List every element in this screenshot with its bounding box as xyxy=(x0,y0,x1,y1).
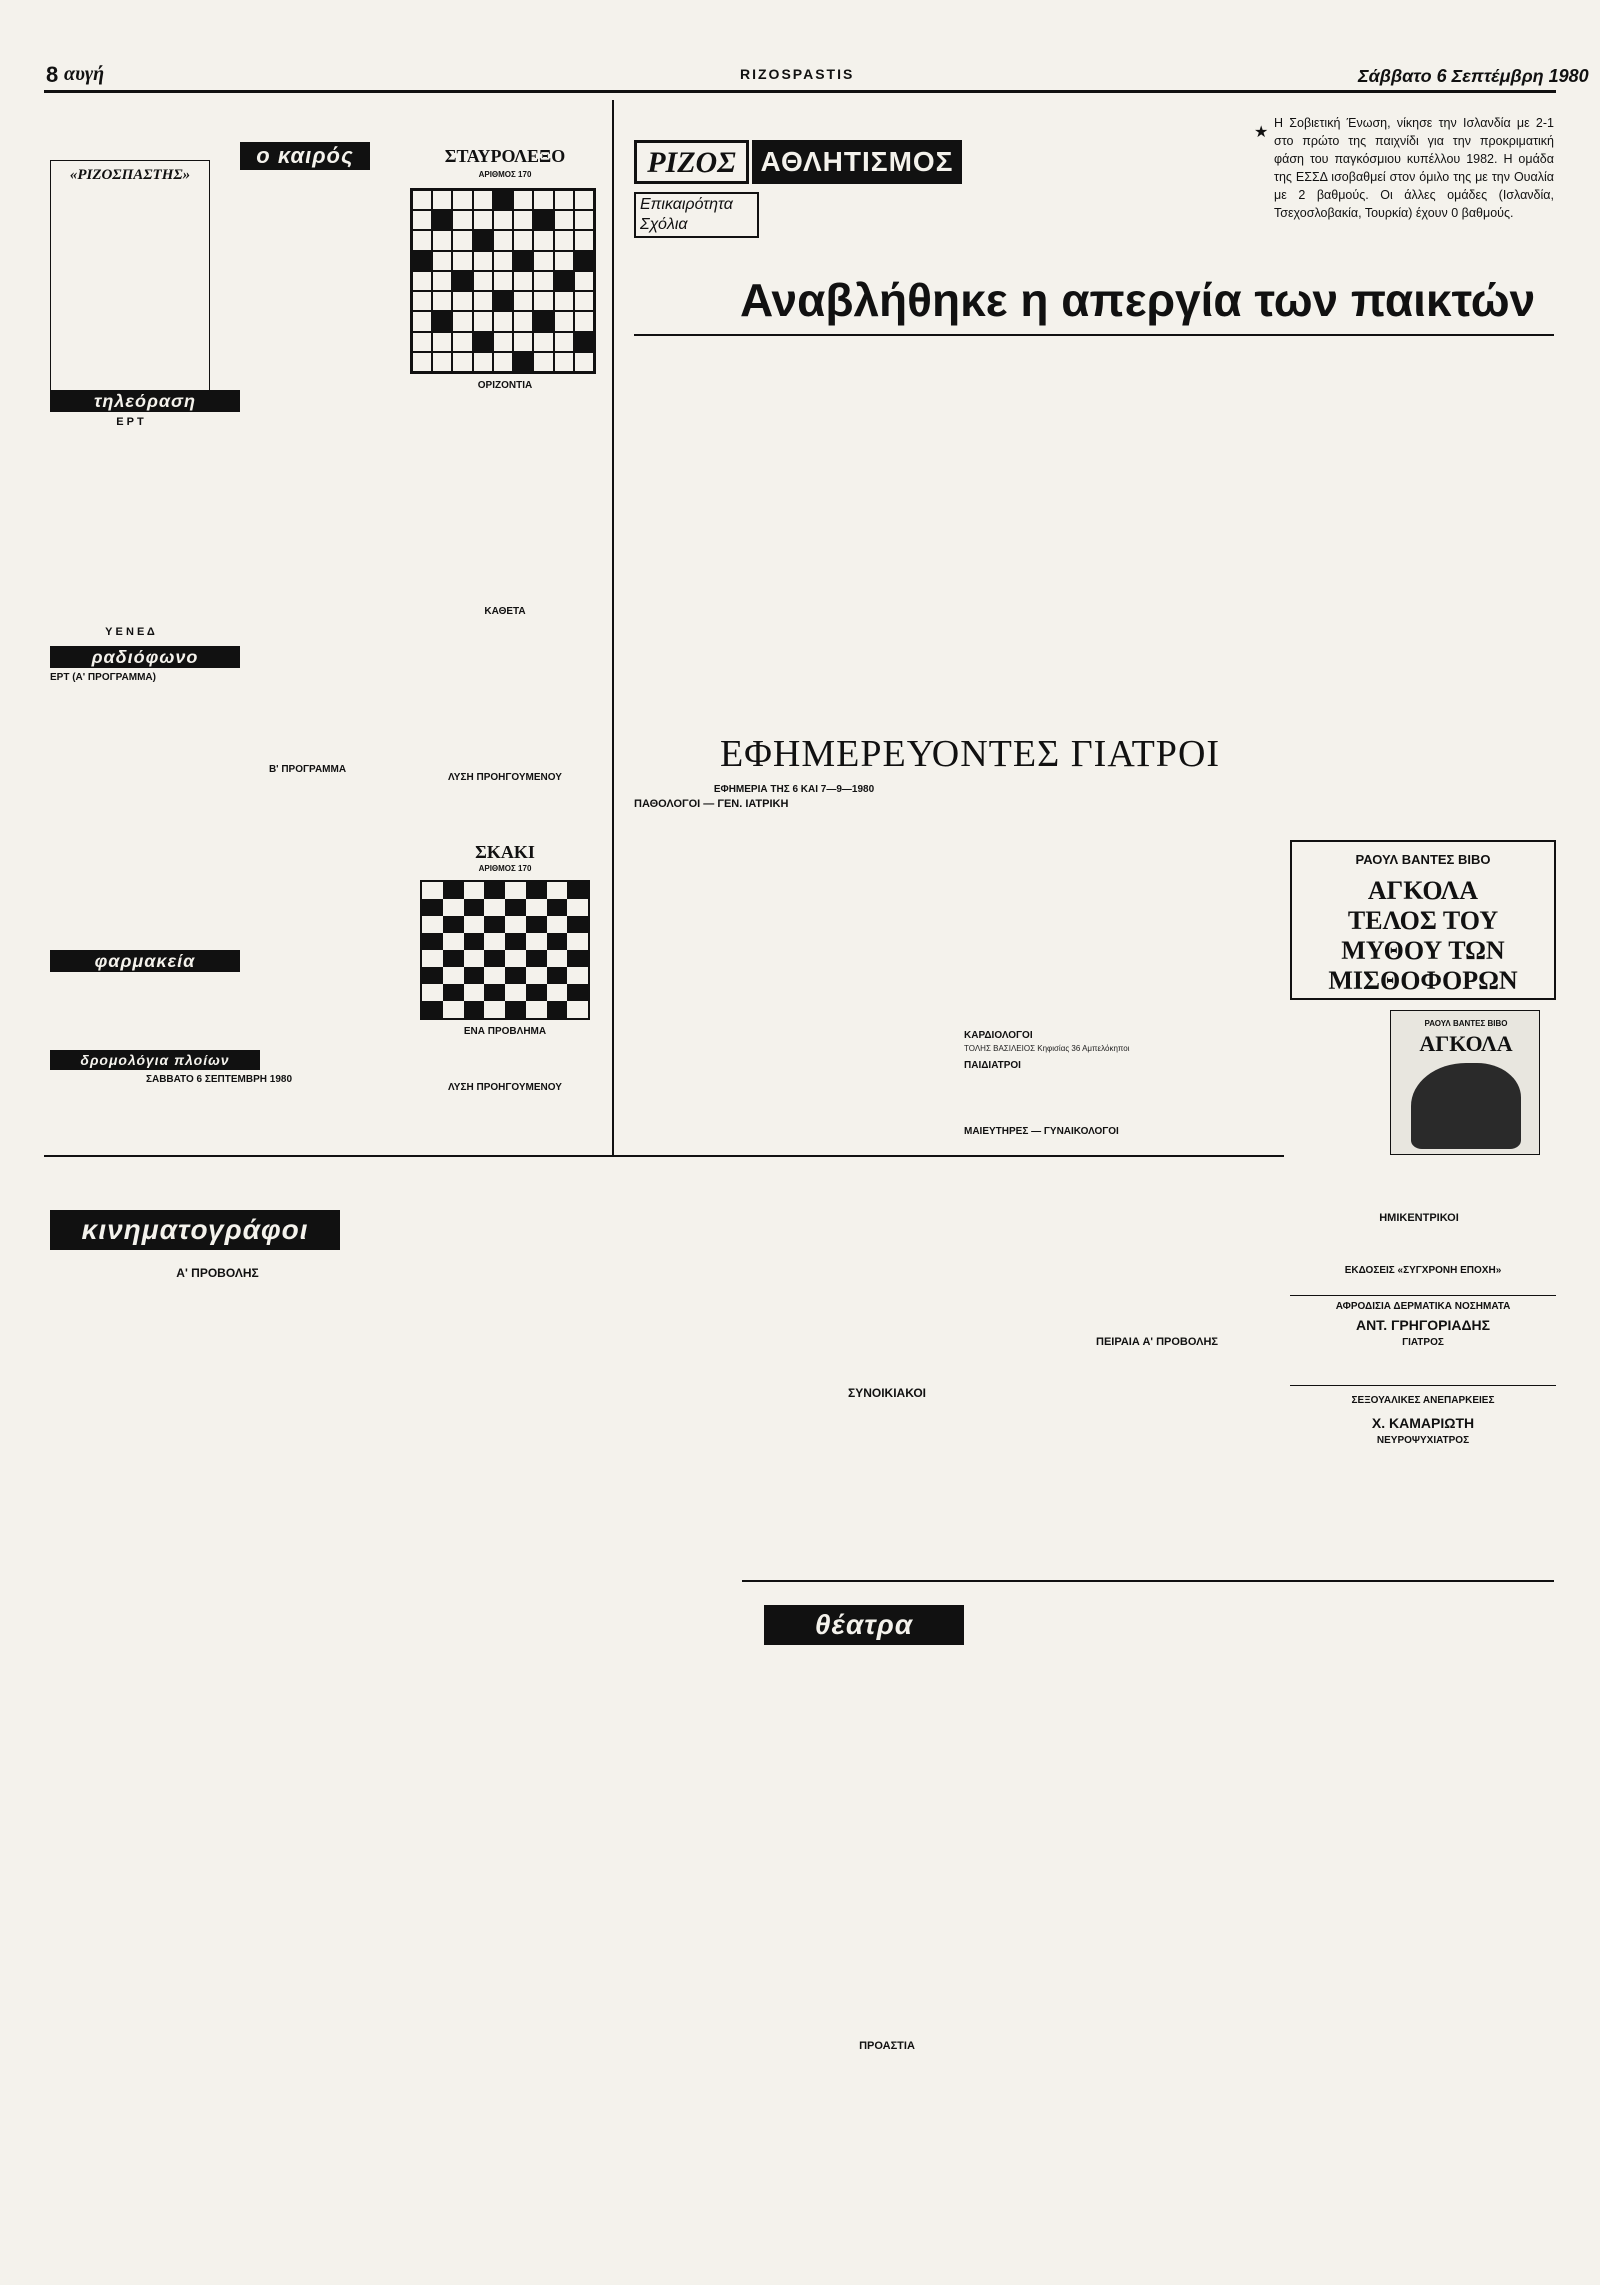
theatre-banner: θέατρα xyxy=(764,1605,964,1645)
pharmacy-text xyxy=(50,976,385,1052)
crossword-cell xyxy=(493,311,513,331)
doctors-section xyxy=(620,730,1280,1155)
book-ad-author: ΡΑΟΥΛ ΒΑΝΤΕΣ ΒΙΒΟ xyxy=(1355,852,1491,867)
crossword-cell xyxy=(554,352,574,372)
crossword-cell xyxy=(554,271,574,291)
chess-square xyxy=(567,1001,588,1018)
chess-square xyxy=(484,882,505,899)
sports-article-col-4 xyxy=(1312,342,1554,697)
puzzle-column xyxy=(400,100,610,1150)
weather-text xyxy=(230,176,385,401)
crossword-cell xyxy=(432,352,452,372)
crossword-cell xyxy=(513,352,533,372)
chess-square xyxy=(505,882,526,899)
crossword-cell xyxy=(574,271,594,291)
crossword-cell xyxy=(493,332,513,352)
crossword-cell xyxy=(513,311,533,331)
derm-heading: ΑΦΡΟΔΙΣΙΑ ΔΕΡΜΑΤΙΚΑ ΝΟΣΗΜΑΤΑ xyxy=(1335,1301,1511,1312)
crossword-cell xyxy=(554,311,574,331)
chess-square xyxy=(422,899,443,916)
radio-program-b: Β' ΠΡΟΓΡΑΜΜΑ xyxy=(268,764,347,775)
chess-square xyxy=(484,1001,505,1018)
crossword-solution: ΛΥΣΗ ΠΡΟΗΓΟΥΜΕΝΟΥ xyxy=(448,772,562,783)
chess-square xyxy=(464,899,485,916)
crossword-cell xyxy=(493,190,513,210)
rizospastis-logo-box xyxy=(50,160,210,400)
crossword-cell xyxy=(493,271,513,291)
crossword-cell xyxy=(533,291,553,311)
sports-tag xyxy=(634,192,759,238)
chess-square xyxy=(484,899,505,916)
crossword-cell xyxy=(574,230,594,250)
chess-square xyxy=(484,933,505,950)
right-ads xyxy=(1290,840,1560,1155)
crossword-cell xyxy=(574,251,594,271)
crossword-cell xyxy=(574,291,594,311)
crossword-cell xyxy=(432,311,452,331)
chess-square xyxy=(505,899,526,916)
chess-square xyxy=(526,916,547,933)
crossword-cell xyxy=(412,251,432,271)
crossword-cell xyxy=(513,271,533,291)
chess-square xyxy=(526,933,547,950)
radio-listing-right-a xyxy=(230,672,385,762)
derm-name: ΑΝΤ. ΓΡΗΓΟΡΙΑΔΗΣ xyxy=(1355,1317,1491,1333)
book-ad-box xyxy=(1290,840,1556,1000)
crossword-cell xyxy=(452,352,472,372)
chess-board xyxy=(420,880,590,1020)
crossword-cell xyxy=(554,332,574,352)
derm-title: ΓΙΑΤΡΟΣ xyxy=(1402,1337,1444,1348)
crossword-cell xyxy=(533,230,553,250)
sports-section-title: ΑΘΛΗΤΙΣΜΟΣ xyxy=(752,140,962,184)
crossword-cell xyxy=(452,271,472,291)
crossword-down-clues xyxy=(400,620,610,770)
cinema-col-3-a xyxy=(742,1210,1032,1380)
tv-channel: Ε Ρ Τ xyxy=(116,416,144,428)
crossword-cell xyxy=(513,210,533,230)
chess-square xyxy=(422,916,443,933)
sports-header xyxy=(634,140,954,190)
doctors-date-line: ΕΦΗΜΕΡΙΑ ΤΗΣ 6 ΚΑΙ 7—9—1980 xyxy=(713,784,875,795)
tv-listing-left xyxy=(50,430,210,625)
headline-rule xyxy=(634,334,1554,336)
book-cover-illustration xyxy=(1411,1063,1521,1149)
crossword-cell xyxy=(574,190,594,210)
neuro-title: ΝΕΥΡΟΨΥΧΙΑΤΡΟΣ xyxy=(1376,1435,1470,1446)
rizospastis-logo: «ΡΙΖΟΣΠΑΣΤΗΣ» xyxy=(69,167,191,183)
sports-headline: Αναβλήθηκε η απεργία των παικτών xyxy=(740,274,1536,326)
crossword-cell xyxy=(432,190,452,210)
sports-brand: ΡΙΖΟΣ xyxy=(634,140,749,184)
doctors-cardiology-name: ΤΟΛΗΣ ΒΑΣΙΛΕΙΟΣ Κηφισίας 36 Αμπελόκηποι xyxy=(964,1044,1130,1053)
crossword-cell xyxy=(473,311,493,331)
tv-listing-right xyxy=(230,416,385,626)
chess-square xyxy=(422,984,443,1001)
book-cover xyxy=(1390,1010,1540,1155)
crossword-cell xyxy=(432,210,452,230)
book-cover-title: ΑΓΚΟΛΑ xyxy=(1419,1031,1513,1056)
pharmacy-banner: φαρμακεία xyxy=(50,950,240,972)
cinema-col-3-b xyxy=(742,1404,1032,1579)
chess-square xyxy=(443,984,464,1001)
chess-square xyxy=(505,950,526,967)
crossword-cell xyxy=(432,271,452,291)
chess-square xyxy=(422,950,443,967)
chess-square xyxy=(464,967,485,984)
imprint-text xyxy=(57,191,203,391)
crossword-cell xyxy=(452,190,472,210)
crossword-cell xyxy=(533,352,553,372)
sports-tag-line1: Επικαιρότητα xyxy=(640,196,733,213)
chess-square xyxy=(443,916,464,933)
book-ad-title-1: ΑΓΚΟΛΑ xyxy=(1367,876,1479,905)
crossword-cell xyxy=(493,352,513,372)
theatre-rule xyxy=(742,1580,1554,1582)
book-ad-title-3: ΜΥΘΟΥ ΤΩΝ xyxy=(1341,936,1505,965)
masthead-rule xyxy=(44,90,1556,93)
crossword-cell xyxy=(412,210,432,230)
chess-square xyxy=(505,916,526,933)
cinema-col-2 xyxy=(396,1210,731,2274)
chess-square xyxy=(464,933,485,950)
book-ad-title-4: ΜΙΣΘΟΦΟΡΩΝ xyxy=(1328,966,1518,995)
cinema-col-3-c xyxy=(742,1654,1032,2274)
sports-brief-text: Η Σοβιετική Ένωση, νίκησε την Ισλανδία με 2-1 στο πρώτο της παιχνίδι για την προκριματική φάση του παγκόσμιου κυπέλλου 1982. Η ομάδα της ΕΣΣΔ ισοβαθμεί στον όμιλο της με την Ουαλία με 2 βαθμούς. Οι άλλες ομάδες (Ισλανδία, Τσεχοσλοβακία, Τουρκία) έχουν 0 βαθμούς. xyxy=(1274,116,1554,220)
crossword-cell xyxy=(473,251,493,271)
chess-square xyxy=(505,967,526,984)
chess-square xyxy=(547,984,568,1001)
chess-square xyxy=(547,882,568,899)
book-ad-title-2: ΤΕΛΟΣ ΤΟΥ xyxy=(1347,906,1499,935)
chess-square xyxy=(547,916,568,933)
chess-square xyxy=(464,1001,485,1018)
crossword-cell xyxy=(574,311,594,331)
crossword-title: ΣΤΑΥΡΟΛΕΞΟ xyxy=(444,146,566,166)
sports-section xyxy=(620,100,1560,740)
column-divider xyxy=(612,100,614,1155)
chess-square xyxy=(505,1001,526,1018)
crossword-cell xyxy=(513,291,533,311)
crossword-cell xyxy=(432,230,452,250)
neuro-heading: ΣΕΞΟΥΑΛΙΚΕΣ ΑΝΕΠΑΡΚΕΙΕΣ xyxy=(1351,1395,1495,1406)
sports-brief-star: ★ xyxy=(1254,122,1269,141)
chess-square xyxy=(464,950,485,967)
chess-square xyxy=(526,967,547,984)
crossword-cell xyxy=(473,210,493,230)
crossword-cell xyxy=(452,332,472,352)
cinema-col-5 xyxy=(1284,1228,1554,1578)
doctors-pediatrics-list xyxy=(964,1074,1274,1124)
crossword-cell xyxy=(473,332,493,352)
book-cover-author: ΡΑΟΥΛ ΒΑΝΤΕΣ ΒΙΒΟ xyxy=(1424,1019,1508,1028)
chess-square xyxy=(547,950,568,967)
chess-square xyxy=(422,1001,443,1018)
chess-square xyxy=(547,1001,568,1018)
crossword-cell xyxy=(493,291,513,311)
chess-square xyxy=(505,933,526,950)
crossword-cell xyxy=(493,210,513,230)
chess-square xyxy=(464,882,485,899)
radio-banner: ραδιόφωνο xyxy=(50,646,240,668)
chess-square xyxy=(443,967,464,984)
crossword-cell xyxy=(533,210,553,230)
brand-left: αυγή xyxy=(64,63,105,85)
crossword-cell xyxy=(473,352,493,372)
crossword-down: ΚΑΘΕΤΑ xyxy=(484,606,526,617)
weather-banner: ο καιρός xyxy=(240,142,370,170)
crossword-cell xyxy=(412,271,432,291)
sports-article-col-2 xyxy=(860,342,1075,697)
neuro-name: Χ. ΚΑΜΑΡΙΩΤΗ xyxy=(1371,1415,1475,1431)
sports-brief xyxy=(1254,114,1554,264)
crossword-cell xyxy=(452,291,472,311)
chess-square xyxy=(422,882,443,899)
chess-solution: ΛΥΣΗ ΠΡΟΗΓΟΥΜΕΝΟΥ xyxy=(448,1082,562,1093)
crossword-number: ΑΡΙΘΜΟΣ 170 xyxy=(478,170,532,179)
cinema-suburban: ΣΥΝΟΙΚΙΑΚΟΙ xyxy=(848,1386,926,1400)
masthead xyxy=(0,0,1600,90)
chess-title: ΣΚΑΚΙ xyxy=(475,842,535,862)
sea-text xyxy=(50,1090,385,1150)
crossword-cell xyxy=(412,332,432,352)
crossword-cell xyxy=(533,332,553,352)
crossword-cell xyxy=(513,230,533,250)
crossword-cell xyxy=(493,230,513,250)
crossword-cell xyxy=(473,230,493,250)
chess-square xyxy=(526,984,547,1001)
chess-square xyxy=(526,950,547,967)
cinema-banner: κινηματογράφοι xyxy=(50,1210,340,1250)
tv-banner: τηλεόραση xyxy=(50,390,240,412)
crossword-cell xyxy=(432,332,452,352)
chess-square xyxy=(484,967,505,984)
chess-square xyxy=(443,1001,464,1018)
chess-square xyxy=(464,916,485,933)
chess-square xyxy=(422,967,443,984)
sports-article-col-3 xyxy=(1086,342,1301,697)
chess-square xyxy=(567,967,588,984)
crossword-cell xyxy=(533,251,553,271)
crossword-cell xyxy=(452,311,472,331)
crossword-cell xyxy=(513,251,533,271)
crossword-grid xyxy=(410,188,596,374)
crossword-solution-text xyxy=(400,786,610,834)
chess-square xyxy=(464,984,485,1001)
radio-listing-right-b xyxy=(230,778,385,950)
chess-square xyxy=(526,899,547,916)
chess-problem: ΕΝΑ ΠΡΟΒΛΗΜΑ xyxy=(463,1026,547,1037)
crossword-cell xyxy=(412,291,432,311)
doctors-pathology: ΠΑΘΟΛΟΓΟΙ — ΓΕΝ. ΙΑΤΡΙΚΗ xyxy=(634,798,789,810)
chess-square xyxy=(484,984,505,1001)
lower-divider xyxy=(44,1155,1284,1157)
crossword-cell xyxy=(533,311,553,331)
crossword-cell xyxy=(412,311,432,331)
crossword-cell xyxy=(473,190,493,210)
crossword-cell xyxy=(533,271,553,291)
chess-square xyxy=(443,882,464,899)
crossword-cell xyxy=(574,210,594,230)
sports-article-col-1 xyxy=(634,342,849,697)
crossword-cell xyxy=(554,251,574,271)
chess-square xyxy=(422,933,443,950)
chess-square xyxy=(443,950,464,967)
chess-square xyxy=(567,899,588,916)
crossword-cell xyxy=(412,190,432,210)
doctors-pediatrics: ΠΑΙΔΙΑΤΡΟΙ xyxy=(964,1060,1021,1071)
crossword-cell xyxy=(452,230,472,250)
crossword-cell xyxy=(554,210,574,230)
doctors-title: ΕΦΗΜΕΡΕΥΟΝΤΕΣ ΓΙΑΤΡΟΙ xyxy=(719,733,1221,775)
publisher-name: ΕΚΔΟΣΕΙΣ «ΣΥΓΧΡΟΝΗ ΕΠΟΧΗ» xyxy=(1344,1265,1502,1276)
cinema-section xyxy=(44,1160,1560,2280)
crossword-cell xyxy=(452,210,472,230)
crossword-cell xyxy=(554,291,574,311)
cinema-piraeus: ΠΕΙΡΑΙΑ Α' ΠΡΟΒΟΛΗΣ xyxy=(1096,1336,1218,1348)
theatre-col-1 xyxy=(1042,1654,1272,2274)
crossword-cell xyxy=(432,251,452,271)
cinema-open-air: ΗΜΙΚΕΝΤΡΙΚΟΙ xyxy=(1379,1212,1459,1224)
book-ad-blurb xyxy=(1290,1015,1382,1150)
crossword-cell xyxy=(554,190,574,210)
crossword-cell xyxy=(432,291,452,311)
chess-square xyxy=(547,933,568,950)
yened-heading: Υ Ε Ν Ε Δ xyxy=(105,626,155,638)
chess-square xyxy=(526,882,547,899)
page-number: 8 xyxy=(46,62,59,87)
chess-square xyxy=(443,933,464,950)
cinema-col-1 xyxy=(50,1284,385,2274)
chess-square xyxy=(505,984,526,1001)
masthead-date: Σάββατο 6 Σεπτέμβρη 1980 xyxy=(1358,66,1589,86)
crossword-cell xyxy=(473,291,493,311)
sports-tag-line2: Σχόλια xyxy=(640,216,688,233)
crossword-cell xyxy=(574,352,594,372)
chess-square xyxy=(526,1001,547,1018)
chess-square xyxy=(567,950,588,967)
crossword-cell xyxy=(533,190,553,210)
cinema-first-run: Α' ΠΡΟΒΟΛΗΣ xyxy=(176,1266,259,1280)
chess-square xyxy=(567,882,588,899)
theatre-col-2 xyxy=(1284,1654,1554,2274)
crossword-cell xyxy=(412,352,432,372)
crossword-cell xyxy=(452,251,472,271)
chess-square xyxy=(484,950,505,967)
chess-square xyxy=(567,984,588,1001)
cinema-col-4-b xyxy=(1042,1352,1272,1580)
crossword-across: ΟΡΙΖΟΝΤΙΑ xyxy=(477,380,533,391)
doctors-gynecology: ΜΑΙΕΥΤΗΡΕΣ — ΓΥΝΑΙΚΟΛΟΓΟΙ xyxy=(964,1126,1119,1137)
doctors-cardiology: ΚΑΡΔΙΟΛΟΓΟΙ xyxy=(964,1030,1033,1041)
sea-date: ΣΑΒΒΑΤΟ 6 ΣΕΠΤΕΜΒΡΗ 1980 xyxy=(145,1074,293,1085)
brand-center: RIZOSPASTIS xyxy=(740,66,855,82)
chess-square xyxy=(567,933,588,950)
chess-square xyxy=(567,916,588,933)
crossword-cell xyxy=(513,190,533,210)
crossword-cell xyxy=(554,230,574,250)
chess-square xyxy=(547,899,568,916)
chess-square xyxy=(547,967,568,984)
crossword-cell xyxy=(473,271,493,291)
crossword-cell xyxy=(412,230,432,250)
chess-square xyxy=(484,916,505,933)
crossword-cell xyxy=(513,332,533,352)
crossword-cell xyxy=(493,251,513,271)
doctors-pathology-list xyxy=(634,814,954,1154)
cinema-suburbs: ΠΡΟΑΣΤΙΑ xyxy=(742,2040,1032,2052)
sea-banner: δρομολόγια πλοίων xyxy=(50,1050,260,1070)
crossword-cell xyxy=(574,332,594,352)
chess-problem-text xyxy=(400,1040,610,1080)
crossword-across-clues xyxy=(400,394,610,604)
chess-solution-text xyxy=(400,1096,610,1152)
radio-program-a: ΕΡΤ (Α' ΠΡΟΓΡΑΜΜΑ) xyxy=(50,672,156,683)
doctors-list-right xyxy=(964,784,1274,1029)
chess-square xyxy=(443,899,464,916)
cinema-col-4-a xyxy=(1042,1210,1272,1330)
radio-listing-left xyxy=(50,686,210,948)
chess-number: ΑΡΙΘΜΟΣ 170 xyxy=(478,864,532,873)
